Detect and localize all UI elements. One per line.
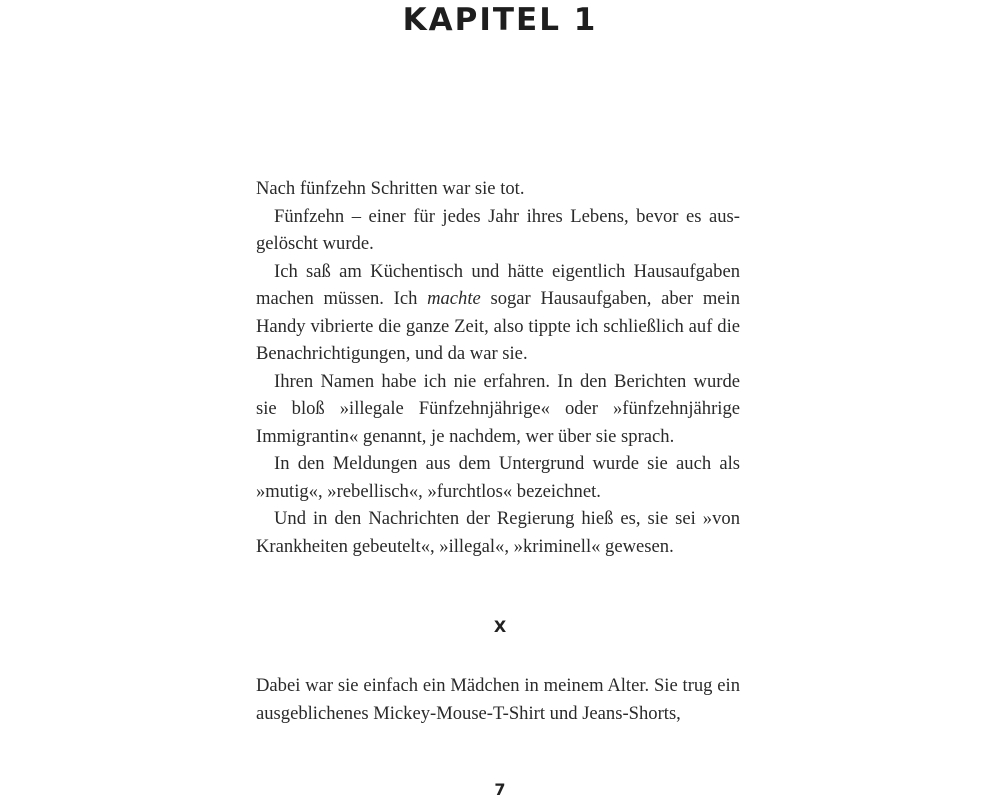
- text-block-section-1: [256, 175, 740, 560]
- scene-break-marker: X: [493, 617, 507, 636]
- paragraph: Fünfzehn – einer für jedes Jahr ihres Lebens, bevor es ausgelöscht wurde.: [256, 205, 740, 254]
- paragraph-text: sogar Hausaufgaben, aber mein Handy vibrierte die ganze Zeit, also tippte ich schließlich auf die Benachrichtigungen, und da war sie.: [256, 288, 741, 364]
- paragraph: Dabei war sie einfach ein Mädchen in meinem Alter. Sie trug ein ausgeblichenes Mickey-Mouse-T-Shirt und Jeans-Shorts,: [256, 675, 740, 724]
- paragraph: Ihren Namen habe ich nie erfahren. In den Berichten wurde sie bloß »illegale Fünfzehnjährige« oder »fünfzehnjährige Immigrantin« genannt, je nachdem, wer über sie sprach.: [256, 370, 740, 447]
- paragraph: Und in den Nachrichten der Regierung hieß es, sie sei »von Krankheiten gebeutelt«, »illegal«, »kriminell« gewesen.: [256, 508, 740, 557]
- emphasized-word: machte: [427, 288, 481, 309]
- page-number: 7: [494, 780, 506, 799]
- text-block-section-2: [256, 672, 740, 727]
- paragraph-text: Ich saß am Küchentisch und hätte eigentlich Hausaufgaben machen müssen. Ich: [256, 260, 740, 309]
- paragraph: [256, 258, 740, 368]
- paragraph: Nach fünfzehn Schritten war sie tot.: [256, 178, 525, 199]
- chapter-title: KAPITEL 1: [402, 2, 598, 38]
- paragraph: In den Meldungen aus dem Untergrund wurde sie auch als »mutig«, »rebellisch«, »furchtlos« bezeichnet.: [256, 453, 740, 502]
